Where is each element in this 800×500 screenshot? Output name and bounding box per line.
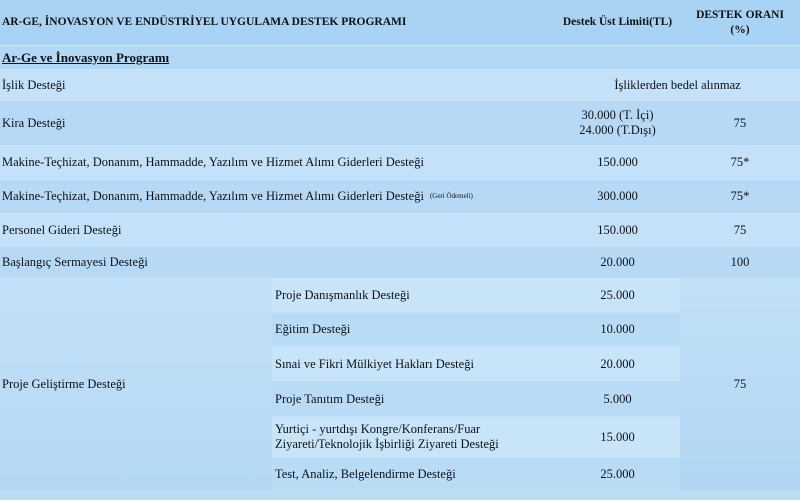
row-rate: 75* <box>680 146 800 179</box>
row-name: Personel Gideri Desteği <box>0 214 555 246</box>
row-name: Başlangıç Sermayesi Desteği <box>0 247 555 278</box>
sub-row-limit: 25.000 <box>555 458 680 490</box>
row-limit: 150.000 <box>555 146 680 179</box>
sub-row-name: Test, Analiz, Belgelendirme Desteği <box>272 458 555 490</box>
sub-row-limit: 5.000 <box>555 382 680 416</box>
project-development-rate: 75 <box>680 279 800 490</box>
row-limit: 30.000 (T. İçi) 24.000 (T.Dışı) <box>555 101 680 145</box>
row-limit: 20.000 <box>555 247 680 278</box>
sub-row-name: Proje Tanıtım Desteği <box>272 382 555 416</box>
row-name: Makine-Teçhizat, Donanım, Hammadde, Yazılım ve Hizmet Alımı Giderleri Desteği (Geri Ödemeli) <box>0 180 555 213</box>
sub-row-limit: 20.000 <box>555 347 680 381</box>
row-name: İşlik Desteği <box>0 70 555 100</box>
refund-note: (Geri Ödemeli) <box>429 192 473 200</box>
project-development-label: Proje Geliştirme Desteği <box>0 279 272 490</box>
sub-row-limit: 10.000 <box>555 313 680 346</box>
limit-header: Destek Üst Limiti(TL) <box>555 0 680 45</box>
row-limit: 300.000 <box>555 180 680 213</box>
row-merged-note: İşliklerden bedel alınmaz <box>555 70 800 100</box>
row-name: Makine-Teçhizat, Donanım, Hammadde, Yazılım ve Hizmet Alımı Giderleri Desteği <box>0 146 555 179</box>
sub-row-limit: 25.000 <box>555 279 680 312</box>
row-rate: 75 <box>680 214 800 246</box>
sub-row-name: Eğitim Desteği <box>272 313 555 346</box>
row-rate: 75 <box>680 101 800 145</box>
rate-header: DESTEK ORANI (%) <box>680 0 800 45</box>
row-rate: 100 <box>680 247 800 278</box>
table-title: AR-GE, İNOVASYON VE ENDÜSTRİYEL UYGULAMA DESTEK PROGRAMI <box>0 0 555 45</box>
sub-row-name: Yurtiçi - yurtdışı Kongre/Konferans/Fuar Ziyareti/Teknolojik İşbirliği Ziyareti Desteği <box>272 417 555 457</box>
row-name: Kira Desteği <box>0 101 555 145</box>
sub-row-name: Sınai ve Fikri Mülkiyet Hakları Desteği <box>272 347 555 381</box>
section-title: Ar-Ge ve İnovasyon Programı <box>0 46 800 69</box>
sub-row-name: Proje Danışmanlık Desteği <box>272 279 555 312</box>
row-rate: 75* <box>680 180 800 213</box>
sub-row-limit: 15.000 <box>555 417 680 457</box>
row-limit: 150.000 <box>555 214 680 246</box>
